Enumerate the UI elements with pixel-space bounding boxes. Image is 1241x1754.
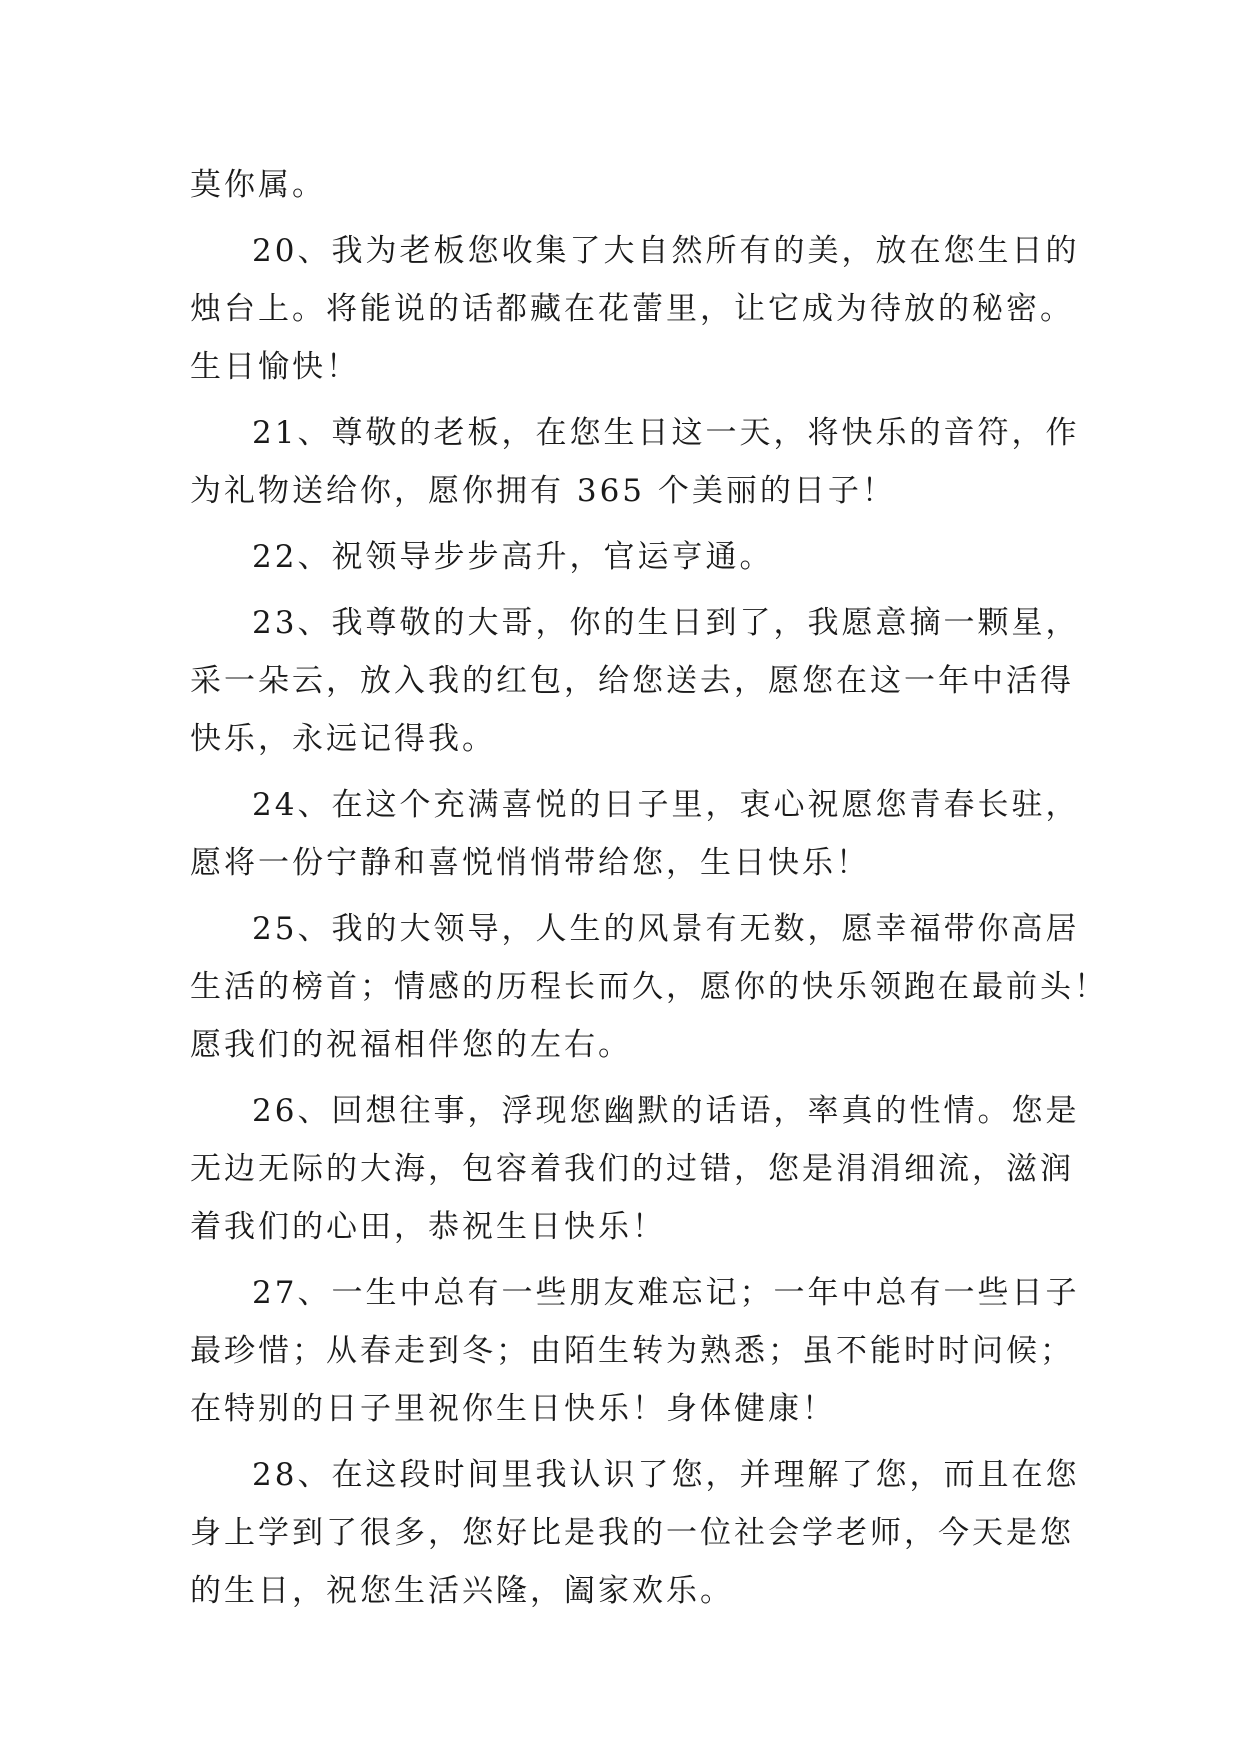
text-line: 在特别的日子里祝你生日快乐！身体健康！ — [190, 1391, 836, 1427]
text-line: 身上学到了很多，您好比是我的一位社会学老师，今天是您 — [190, 1515, 1074, 1551]
paragraph-28 — [190, 1446, 1080, 1620]
text-line: 莫你属。 — [190, 167, 326, 203]
text-line: 无边无际的大海，包容着我们的过错，您是涓涓细流，滋润 — [190, 1151, 1074, 1187]
text-line: 为礼物送给你，愿你拥有 365 个美丽的日子！ — [190, 473, 896, 509]
text-line: 快乐，永远记得我。 — [190, 721, 496, 757]
text-line: 最珍惜；从春走到冬；由陌生转为熟悉；虽不能时时问候； — [190, 1333, 1074, 1369]
text-line: 烛台上。将能说的话都藏在花蕾里，让它成为待放的秘密。 — [190, 291, 1074, 327]
text-line: 26、回想往事，浮现您幽默的话语，率真的性情。您是 — [252, 1093, 1080, 1129]
paragraph-25 — [190, 900, 1108, 1074]
text-line: 的生日，祝您生活兴隆，阖家欢乐。 — [190, 1573, 734, 1609]
text-line: 23、我尊敬的大哥，你的生日到了，我愿意摘一颗星， — [252, 605, 1080, 641]
paragraph-26 — [190, 1082, 1080, 1256]
paragraph-20 — [190, 222, 1080, 396]
text-line: 24、在这个充满喜悦的日子里，衷心祝愿您青春长驻， — [252, 787, 1080, 823]
text-line: 采一朵云，放入我的红包，给您送去，愿您在这一年中活得 — [190, 663, 1074, 699]
text-line: 生活的榜首；情感的历程长而久，愿你的快乐领跑在最前头！ — [190, 969, 1108, 1005]
paragraph-continuation — [190, 156, 1058, 214]
text-line: 22、祝领导步步高升，官运亨通。 — [252, 539, 774, 575]
text-line: 21、尊敬的老板，在您生日这一天，将快乐的音符，作 — [252, 415, 1080, 451]
text-line: 27、一生中总有一些朋友难忘记；一年中总有一些日子 — [252, 1275, 1080, 1311]
paragraph-24 — [190, 776, 1080, 892]
paragraph-27 — [190, 1264, 1080, 1438]
text-line: 着我们的心田，恭祝生日快乐！ — [190, 1209, 666, 1245]
text-line: 愿将一份宁静和喜悦悄悄带给您，生日快乐！ — [190, 845, 870, 881]
paragraph-23 — [190, 594, 1080, 768]
text-line: 25、我的大领导，人生的风景有无数，愿幸福带你高居 — [252, 911, 1080, 947]
paragraph-22 — [190, 528, 1058, 586]
text-line: 生日愉快！ — [190, 349, 360, 385]
text-line: 愿我们的祝福相伴您的左右。 — [190, 1027, 632, 1063]
text-line: 20、我为老板您收集了大自然所有的美，放在您生日的 — [252, 233, 1080, 269]
paragraph-21 — [190, 404, 1080, 520]
text-line: 28、在这段时间里我认识了您，并理解了您，而且在您 — [252, 1457, 1080, 1493]
document-page — [190, 156, 1108, 1628]
